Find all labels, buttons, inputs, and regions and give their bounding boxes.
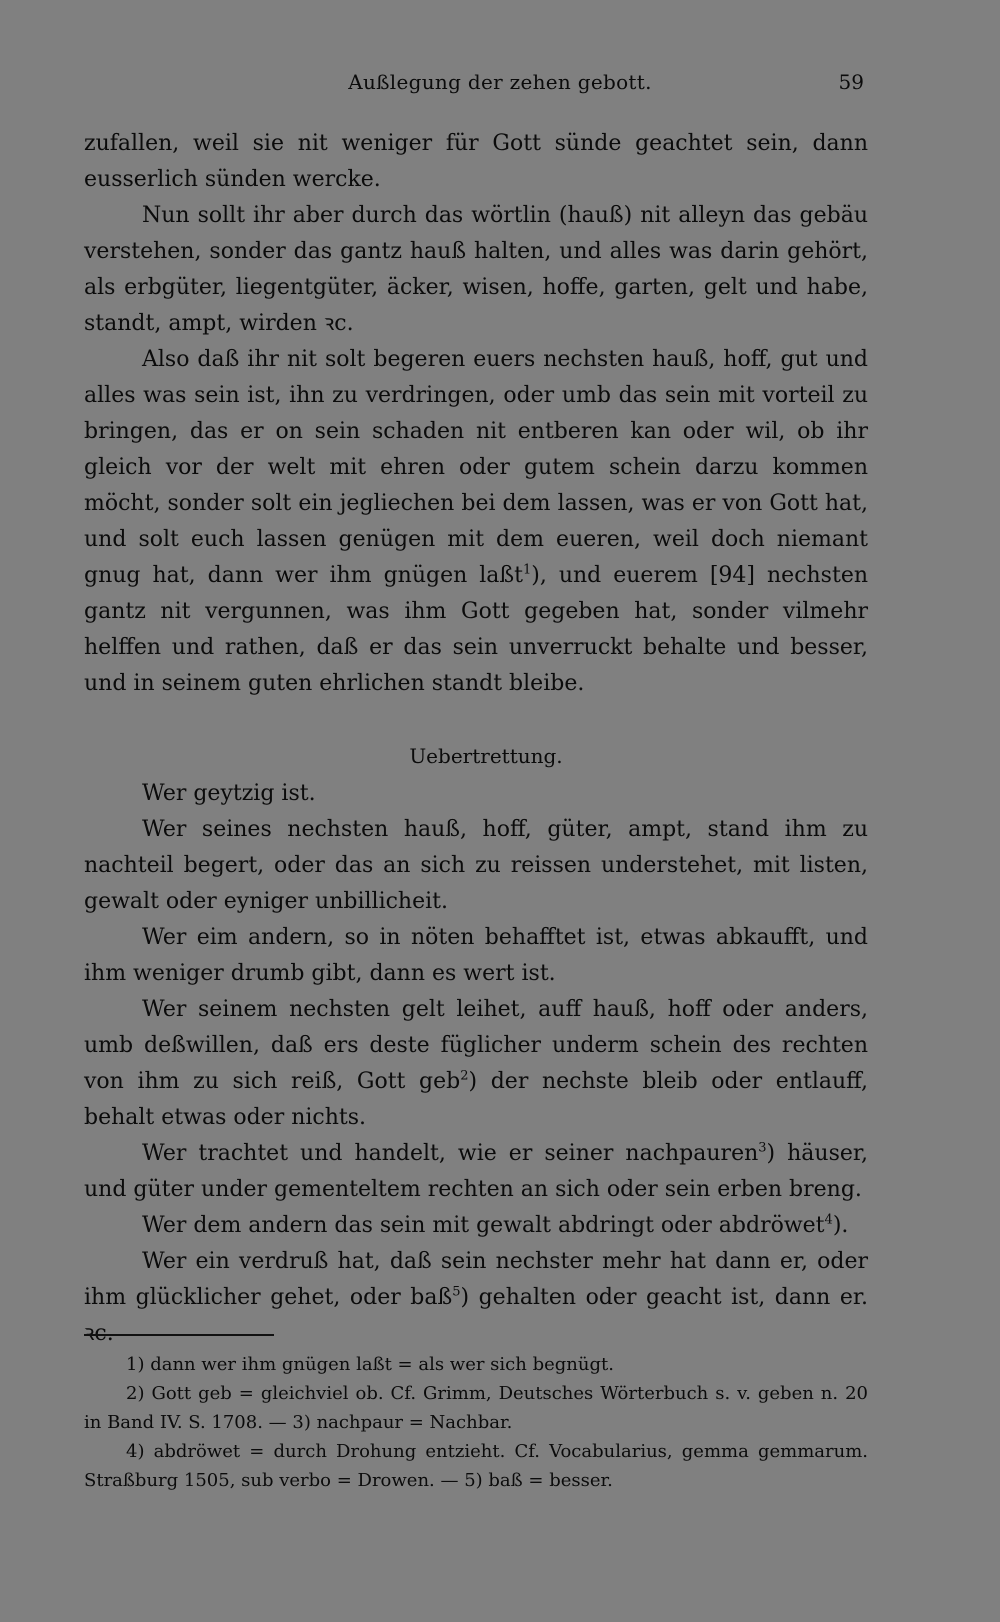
paragraph: zufallen, weil sie nit weniger für Gott sünde geachtet sein, dann eusserlich sünden wercke. — [84, 131, 868, 192]
footnote-divider — [84, 1334, 274, 1336]
page-header — [0, 70, 1000, 110]
footnotes — [84, 1350, 868, 1495]
footnote: 4) abdröwet = durch Drohung entzieht. Cf. Vocabularius, gemma gemmarum. Straßburg 1505, sub verbo = Drowen. — 5) baß = besser. — [84, 1441, 868, 1491]
paragraph-text: ) häuser, und güter under gementeltem rechten an sich oder sein erben breng. — [84, 1141, 868, 1202]
paragraph-text: Wer dem andern das sein mit gewalt abdringt oder abdröwet — [142, 1213, 825, 1238]
paragraph-text: Wer trachtet und handelt, wie er seiner nachpauren — [142, 1141, 759, 1166]
paragraph-text: Wer seinem nechsten gelt leihet, auff hauß, hoff oder anders, umb deßwillen, daß ers deste füglicher underm schein des rechten von ihm zu sich reiß, Gott geb — [84, 997, 868, 1094]
paragraph — [84, 1208, 868, 1244]
footnote: 1) dann wer ihm gnügen laßt = als wer sich begnügt. — [126, 1354, 614, 1375]
paragraph-text: ), und euerem [94] nechsten gantz nit vergunnen, was ihm Gott gegeben hat, sonder vilmehr helffen und rathen, daß er das sein unverruckt behalte und besser, und in seinem guten ehrlichen standt bleibe. — [84, 563, 869, 696]
footnote-marker: 5 — [452, 1284, 461, 1300]
paragraph — [84, 342, 868, 702]
paragraph: Wer geytzig ist. — [142, 781, 316, 806]
paragraph — [84, 1136, 868, 1208]
footnote-marker: 4 — [824, 1212, 833, 1228]
paragraph: Wer seines nechsten hauß, hoff, güter, ampt, stand ihm zu nachteil begert, oder das an sich zu reissen understehet, mit listen, gewalt oder eyniger unbillicheit. — [84, 817, 868, 914]
footnote-marker: 3 — [758, 1140, 767, 1156]
body-text — [84, 126, 868, 1352]
footnote-marker: 1 — [522, 562, 532, 578]
paragraph-text: ). — [832, 1213, 849, 1238]
paragraph: Nun sollt ihr aber durch das wörtlin (hauß) nit alleyn das gebäu verstehen, sonder das gantz hauß halten, und alles was darin gehört, als erbgüter, liegentgüter, äcker, wisen, hoffe, garten, gelt und habe, standt, ampt, wirden ꝛc. — [84, 203, 868, 336]
paragraph-text: ) gehalten oder geacht ist, dann er. ꝛc. — [84, 1285, 869, 1346]
footnote-marker: 2 — [460, 1068, 469, 1084]
paragraph-text: Also daß ihr nit solt begeren euers nechsten hauß, hoff, gut und alles was sein ist, ihn zu verdringen, oder umb das sein mit vorteil zu bringen, das er on sein schaden nit entberen kan oder wil, ob ihr gleich vor der welt mit ehren oder gutem schein darzu kommen möcht, sonder solt ein jegliechen bei dem lassen, was er von Gott hat, und solt euch lassen genügen mit dem eueren, weil doch niemant gnug hat, dann wer ihm gnügen laßt — [84, 347, 868, 588]
paragraph — [84, 992, 868, 1136]
section-title: Uebertrettung. — [409, 744, 563, 768]
paragraph-text: Wer ein verdruß hat, daß sein nechster mehr hat dann er, oder ihm glücklicher gehet, oder baß — [84, 1249, 868, 1310]
page-number: 59 — [838, 70, 864, 94]
footnote: 2) Gott geb = gleichviel ob. Cf. Grimm, Deutsches Wörterbuch s. v. geben n. 20 in Band IV. S. 1708. — 3) nachpaur = Nachbar. — [84, 1383, 868, 1433]
paragraph: Wer eim andern, so in nöten behafftet ist, etwas abkaufft, und ihm weniger drumb gibt, dann es wert ist. — [84, 925, 868, 986]
running-title: Außlegung der zehen gebott. — [348, 70, 652, 94]
section-gap — [84, 702, 868, 736]
paragraph-text: ) der nechste bleib oder entlauff, behalt etwas oder nichts. — [84, 1069, 868, 1130]
